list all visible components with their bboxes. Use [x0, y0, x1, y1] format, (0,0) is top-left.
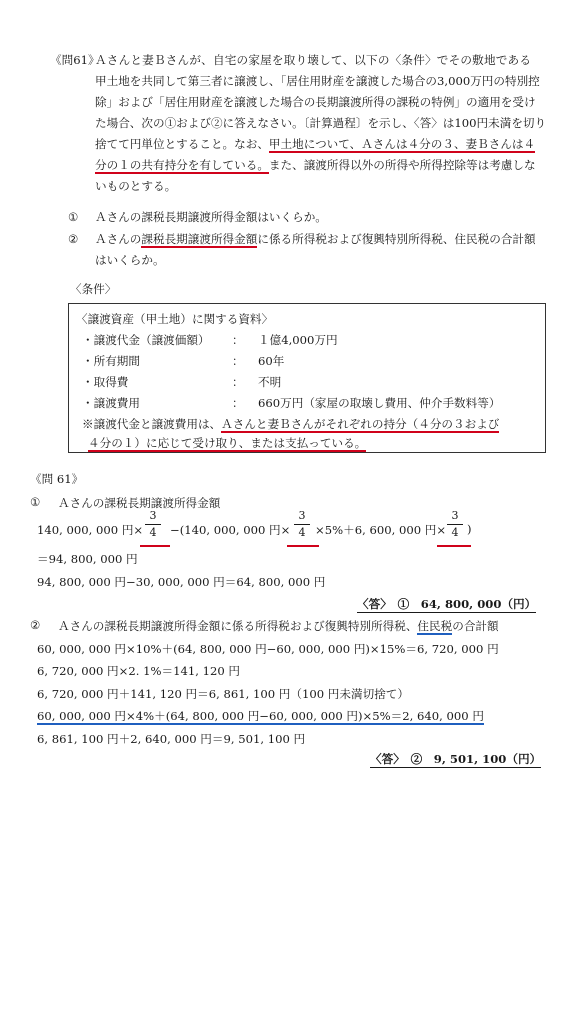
condition-value-price: １億4,000万円: [258, 333, 338, 347]
fraction-bar: [145, 524, 161, 525]
question-line-2: 甲土地を共同して第三者に譲渡し、「居住用財産を譲渡した場合の3,000万円の特別控: [95, 74, 540, 88]
taxable-income-highlight: 課税長期譲渡所得金額: [141, 232, 258, 246]
condition-value-period: 60年: [258, 354, 285, 368]
conditions-note-line-2: [88, 433, 366, 454]
part1-number: ①: [30, 495, 41, 509]
sub-question-1-number: ①: [68, 210, 79, 224]
co-ownership-highlight-2: 分の１の共有持分を有している。: [95, 158, 269, 172]
fraction-numerator: 3: [451, 509, 459, 522]
fraction-denominator: 4: [149, 526, 157, 539]
formula-2: ＝94, 800, 000 円: [37, 552, 138, 566]
condition-colon-cost: ：: [232, 375, 244, 389]
fraction-underline-b: [287, 545, 319, 547]
fraction-underline-c: [437, 545, 471, 547]
question-line-7: いものとする。: [95, 179, 177, 193]
question-line-6-rest: また、譲渡所得以外の所得や所得控除等は考慮しな: [268, 158, 536, 172]
sub-question-2-number: ②: [68, 232, 79, 246]
question-label: 《問61》: [50, 53, 100, 67]
question-line-1: Ａさんと妻Ｂさんが、自宅の家屋を取り壊して、以下の〈条件〉でその敷地である: [95, 53, 532, 67]
question-line-3: 除」および「居住用財産を譲渡した場合の長期譲渡所得の課税の特例」の適用を受け: [95, 95, 536, 109]
calc-line-3: 6, 720, 000 円＋141, 120 円＝6, 861, 100 円（100 円未満切捨て）: [37, 687, 409, 701]
calc-line-5: 6, 861, 100 円＋2, 640, 000 円＝9, 501, 100 円: [37, 732, 306, 746]
formula-1-c: ×5%＋6, 600, 000 円×: [315, 523, 447, 537]
fraction-numerator: 3: [149, 509, 157, 522]
part2-title: [58, 618, 499, 634]
condition-value-expense: 660万円（家屋の取壊し費用、仲介手数料等）: [258, 396, 501, 410]
sub-question-2-line-2: はいくらか。: [95, 253, 165, 267]
conditions-note-line-1: [82, 414, 499, 435]
condition-colon-period: ：: [232, 354, 244, 368]
fraction-denominator: 4: [451, 526, 459, 539]
fraction-bar: [447, 524, 463, 525]
co-ownership-highlight-1: 甲土地について、Ａさんは４分の３、妻Ｂさんは４: [268, 137, 536, 151]
conditions-label: 〈条件〉: [70, 282, 117, 296]
resident-tax-calc-highlight: 60, 000, 000 円×4%＋(64, 800, 000 円−60, 000, 000 円)×5%＝2, 640, 000 円: [37, 709, 484, 723]
condition-key-period: ・所有期間: [82, 354, 140, 368]
solution-label: 《問 61》: [30, 472, 84, 486]
sub-question-2-a: Ａさんの: [95, 232, 142, 246]
fraction-bar: [294, 524, 310, 525]
fraction-denominator: 4: [298, 526, 306, 539]
calc-line-4: [37, 708, 484, 724]
condition-colon-price: ：: [232, 333, 244, 347]
condition-key-price: ・譲渡代金（譲渡価額）: [82, 333, 210, 347]
calc-line-2: 6, 720, 000 円×2. 1%＝141, 120 円: [37, 664, 241, 678]
sub-question-1: Ａさんの課税長期譲渡所得金額はいくらか。: [95, 210, 327, 224]
answer-2: 〈答〉 ② 9, 501, 100（円）: [370, 752, 542, 766]
fraction-numerator: 3: [298, 509, 306, 522]
fraction-underline-a: [140, 545, 170, 547]
condition-value-cost: 不明: [258, 375, 282, 389]
formula-3: 94, 800, 000 円−30, 000, 000 円＝64, 800, 000 円: [37, 575, 326, 589]
answer-1: 〈答〉 ① 64, 800, 000（円）: [357, 597, 537, 611]
calc-line-1: 60, 000, 000 円×10%＋(64, 800, 000 円−60, 000, 000 円)×15%＝6, 720, 000 円: [37, 642, 499, 656]
sub-question-2-b: に係る所得税および復興特別所得税、住民税の合計額: [257, 232, 536, 246]
conditions-header: 〈譲渡資産（甲土地）に関する資料〉: [76, 312, 274, 326]
part1-title: Ａさんの課税長期譲渡所得金額: [58, 496, 221, 510]
part2-title-a: Ａさんの課税長期譲渡所得金額に係る所得税および復興特別所得税、: [58, 619, 418, 633]
formula-1-a: 140, 000, 000 円×: [37, 523, 144, 537]
share-highlight-1: Ａさんと妻Ｂさんがそれぞれの持分（４分の３および: [221, 417, 500, 431]
condition-key-cost: ・取得費: [82, 375, 129, 389]
fraction-3-4-b: [292, 509, 312, 540]
question-line-5: [95, 134, 535, 155]
fraction-3-4-a: [143, 509, 163, 540]
sub-question-2: [95, 229, 536, 250]
question-line-4: た場合、次の①および②に答えなさい。〔計算過程〕を示し、〈答〉は100円未満を切り: [95, 116, 547, 130]
formula-1-b: −(140, 000, 000 円×: [170, 523, 291, 537]
part2-title-b: の合計額: [452, 619, 499, 633]
condition-key-expense: ・譲渡費用: [82, 396, 140, 410]
question-line-6: [95, 155, 536, 176]
resident-tax-highlight: 住民税: [417, 619, 453, 633]
conditions-note-a: ※譲渡代金と譲渡費用は、: [82, 417, 222, 431]
part2-number: ②: [30, 618, 41, 632]
share-highlight-2: ４分の１）に応じて受け取り、または支払っている。: [88, 436, 367, 450]
fraction-3-4-c: [445, 509, 465, 540]
question-line-5-text: 捨てて円単位とすること。なお、: [95, 137, 269, 151]
condition-colon-expense: ：: [232, 396, 244, 410]
formula-1-d: ): [467, 522, 472, 536]
